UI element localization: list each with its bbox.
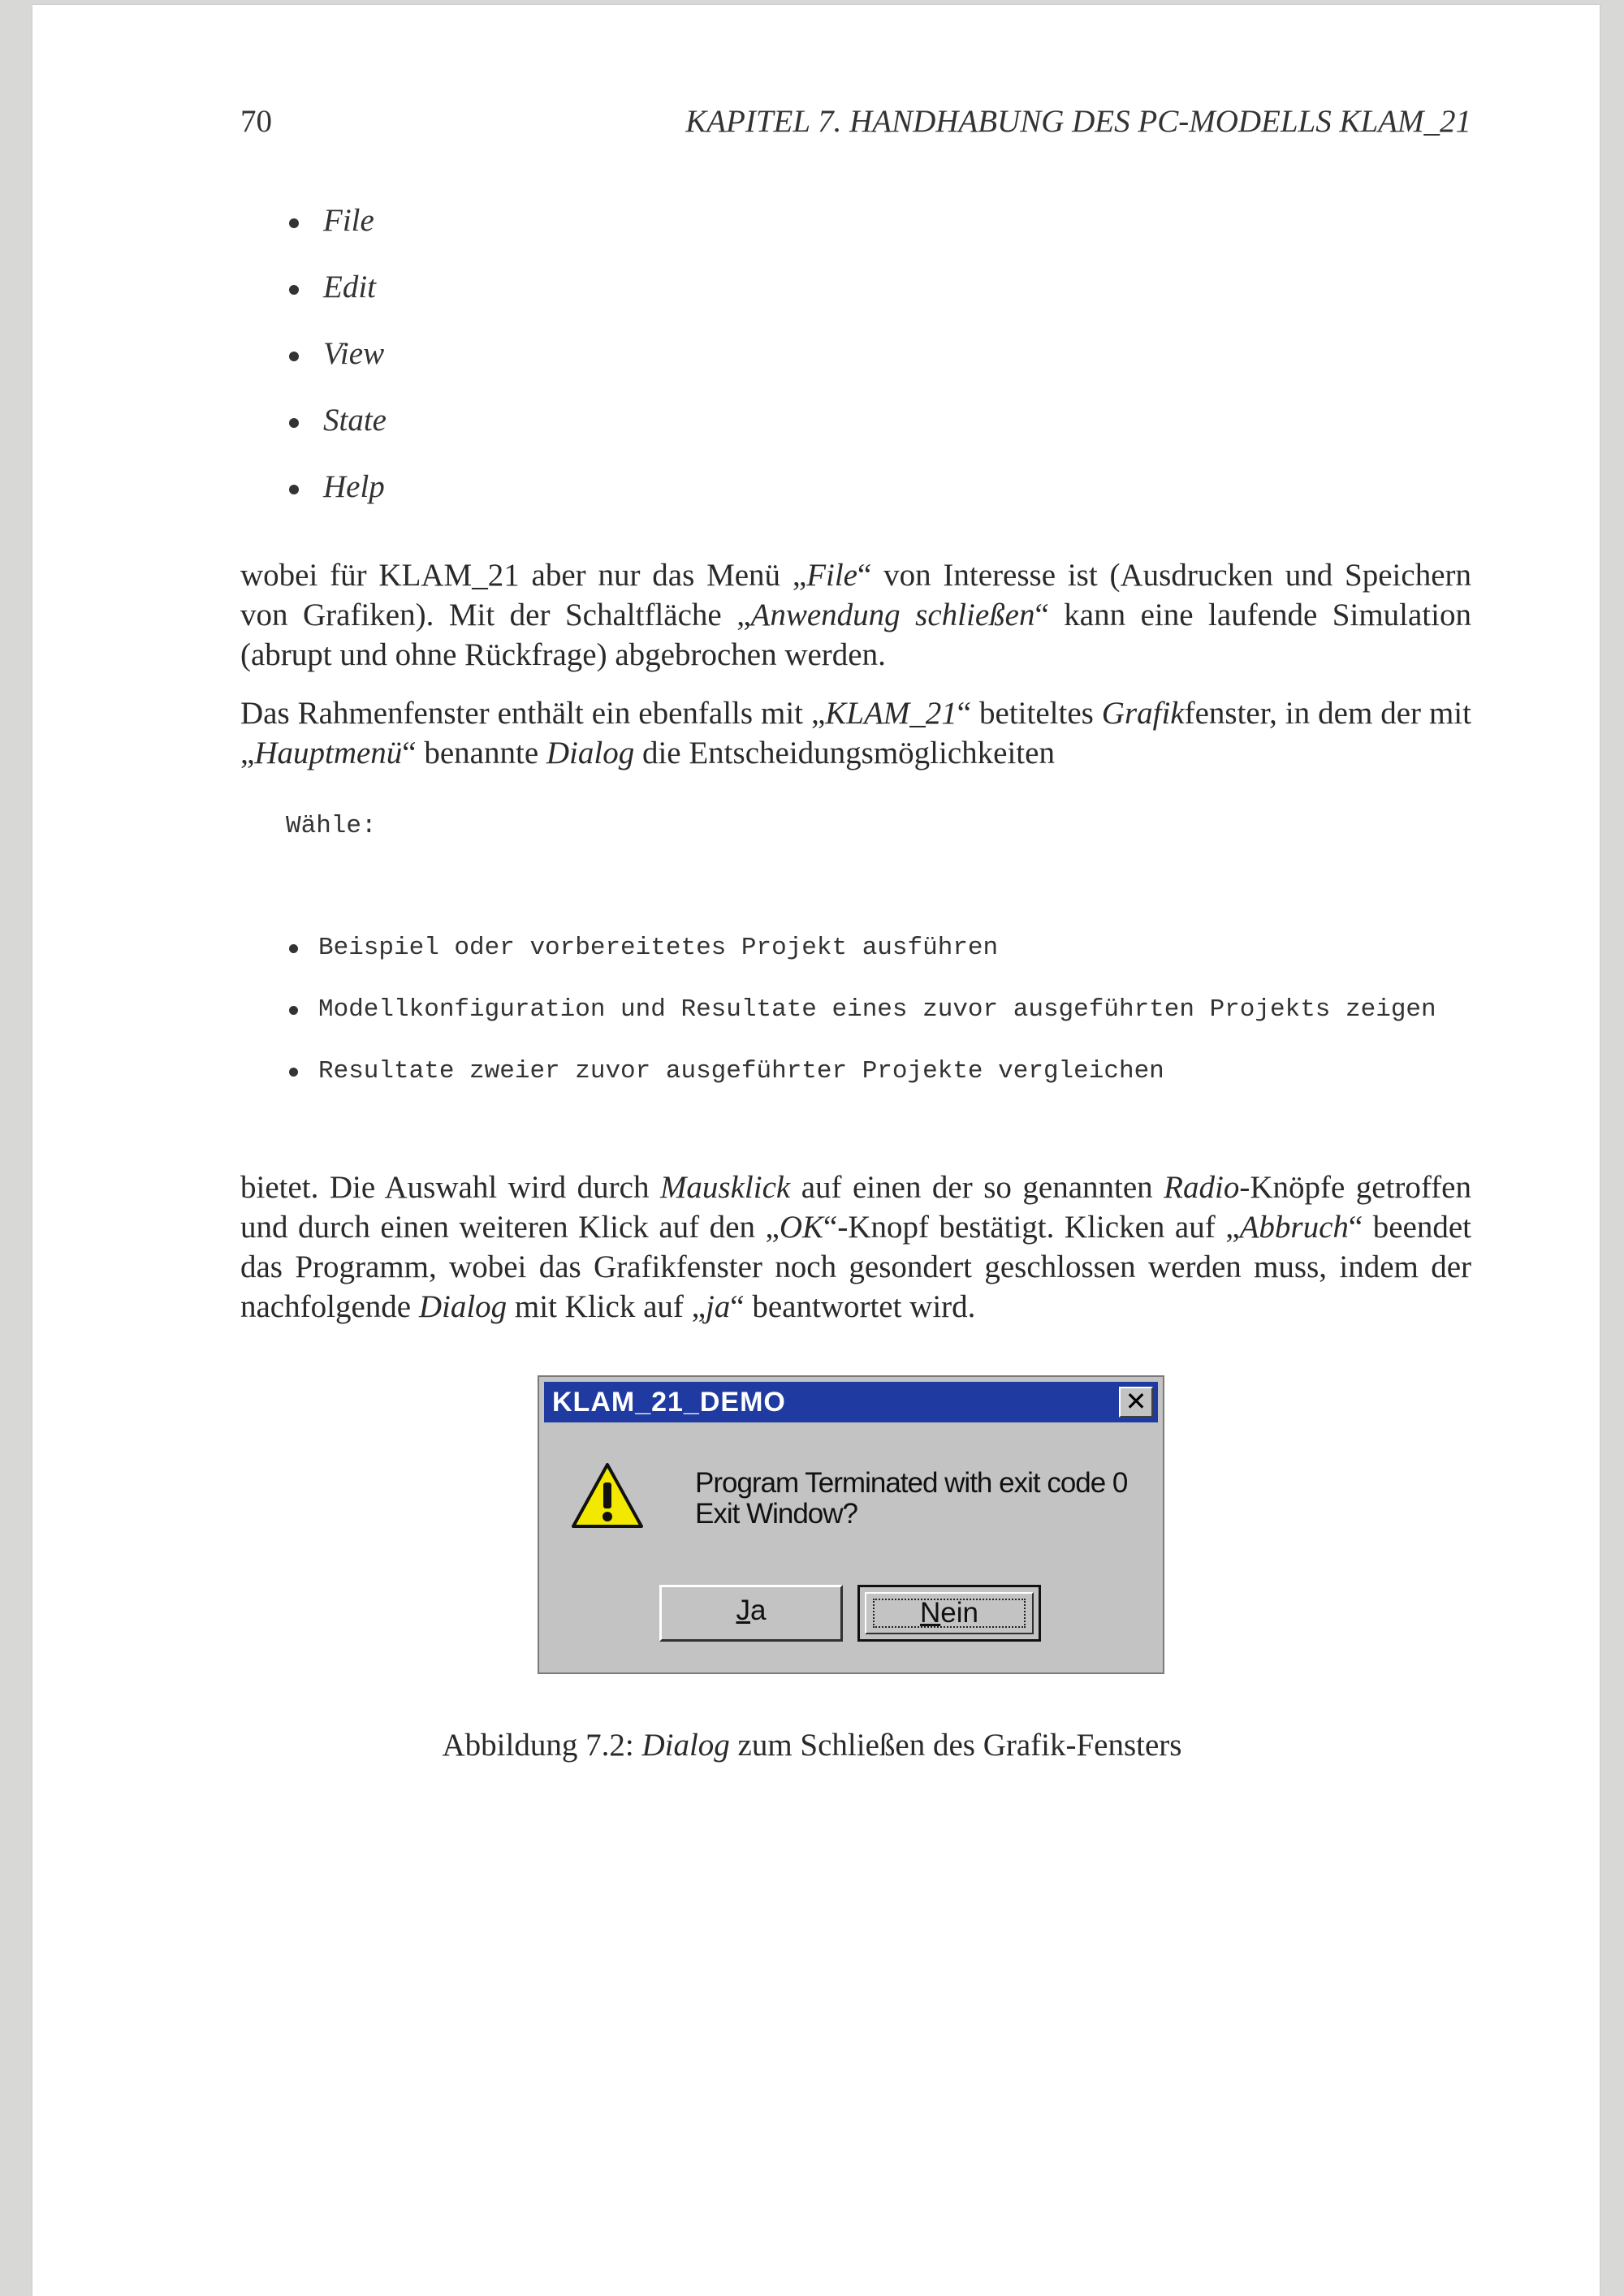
list-item: Modellkonfiguration und Resultate eines zuvor ausgeführten Projekts zeigen (289, 995, 1436, 1057)
list-item: State (289, 403, 387, 469)
exit-dialog (538, 1375, 1164, 1674)
paragraph-menu: wobei für KLAM_21 aber nur das Menü „File“ von Interesse ist (Ausdrucken und Speichern von Grafiken). Mit der Schaltfläche „Anwendung schließen“ kann eine laufende Simulation (abrupt und ohne Rückfrage) abgebrochen werden. (240, 558, 1472, 672)
dialog-title: KLAM_21_DEMO (552, 1387, 786, 1418)
list-item: Edit (289, 270, 387, 336)
warning-icon (570, 1461, 645, 1530)
list-item: File (289, 203, 387, 270)
close-icon: ✕ (1125, 1387, 1147, 1416)
bullet-icon (289, 218, 299, 228)
close-button[interactable] (1119, 1387, 1153, 1418)
paragraph-frame: Das Rahmenfenster enthält ein ebenfalls mit „KLAM_21“ betiteltes Grafikfenster, in dem der mit „Hauptmenü“ benannte Dialog die Entscheidungsmöglichkeiten (240, 696, 1471, 770)
menu-list (289, 203, 387, 536)
message-line-1: Program Terminated with exit code 0 (695, 1467, 1128, 1499)
list-item: Help (289, 469, 387, 536)
list-item: Resultate zweier zuvor ausgeführter Projekte vergleichen (289, 1057, 1436, 1119)
list-item: View (289, 336, 387, 403)
page-number: 70 (240, 104, 272, 139)
bullet-icon (289, 1006, 298, 1015)
choice-list (289, 934, 1436, 1119)
message-line-2: Exit Window? (695, 1498, 858, 1530)
chapter-title: KAPITEL 7. HANDHABUNG DES PC-MODELLS KLAM_21 (685, 104, 1471, 139)
bullet-icon (289, 285, 299, 295)
figure-caption: Abbildung 7.2: Dialog zum Schließen des Grafik-Fensters (442, 1728, 1182, 1763)
bullet-icon (289, 352, 299, 361)
page (32, 5, 1600, 2296)
bullet-icon (289, 418, 299, 428)
list-item: Beispiel oder vorbereitetes Projekt ausführen (289, 934, 1436, 995)
choose-label: Wähle: (286, 812, 377, 840)
bullet-icon (289, 944, 298, 953)
dialog-titlebar (544, 1382, 1158, 1422)
yes-button[interactable]: Ja (659, 1585, 843, 1642)
paragraph-selection: bietet. Die Auswahl wird durch Mausklick auf einen der so genannten Radio-Knöpfe getroffen und durch einen weiteren Klick auf den „OK“-Knopf bestätigt. Klicken auf „Abbruch“ beendet das Programm, wobei das Grafikfenster noch gesondert geschlossen werden muss, indem der nachfolgende Dialog mit Klick auf „ja“ beantwortet wird. (240, 1170, 1472, 1324)
bullet-icon (289, 1068, 298, 1077)
no-button[interactable]: Nein (857, 1585, 1041, 1642)
bullet-icon (289, 485, 299, 494)
dialog-message (695, 1468, 1127, 1530)
